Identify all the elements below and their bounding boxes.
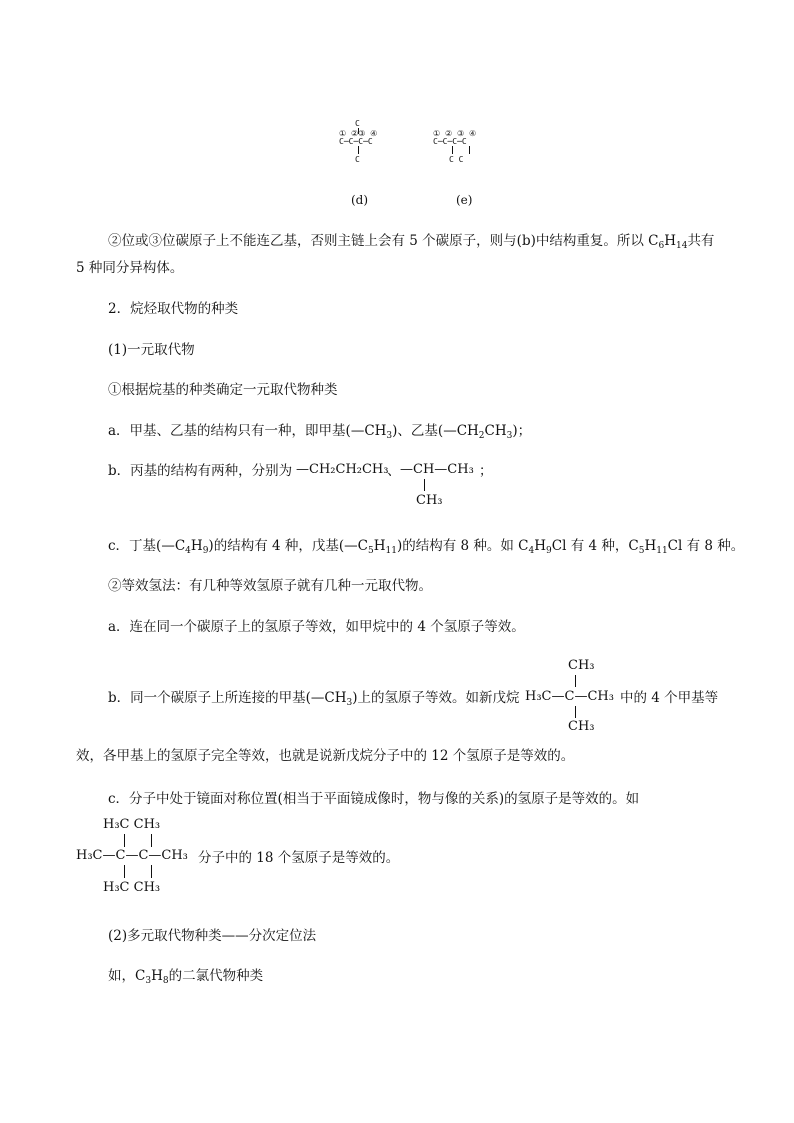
- item-equivalent-hydrogen: ②等效氢法：有几种等效氢原子就有几种一元取代物。: [108, 578, 432, 594]
- item-a-same-carbon: a．连在同一个碳原子上的氢原子等效，如甲烷中的 4 个氢原子等效。: [108, 619, 525, 635]
- item-b-neopentane-line2: 效，各甲基上的氢原子完全等效，也就是说新戊烷分子中的 12 个氢原子是等效的。: [76, 748, 575, 764]
- hexamethyl-bond: [151, 865, 152, 878]
- formula-isopropyl-branch: CH₃: [416, 493, 443, 508]
- hexamethyl-bond: [124, 834, 125, 847]
- diagram-d-main-chain: C─C─C─C: [339, 137, 373, 146]
- paragraph-isomer-line1: ②位或③位碳原子上不能连乙基，否则主链上会有 5 个碳原子，则与(b)中结构重复。所以 $C_6H_{14}$共有: [108, 233, 715, 251]
- item-a-methyl-ethyl: a．甲基、乙基的结构只有一种，即甲基$(—CH_3)$、乙基$(—CH_2CH_3)$；: [108, 423, 532, 441]
- dichloro-propane-line: 如，$C_3H_8$的二氯代物种类: [108, 968, 264, 986]
- item-b-propyl: b．丙基的结构有两种，分别为: [108, 463, 293, 479]
- paragraph-isomer-line2: 5 种同分异构体。: [76, 260, 184, 276]
- neopentane-main-chain: H₃C—C—CH₃: [525, 689, 614, 704]
- item-c-butyl-pentyl: c．丁基$(—C_4H_9)$的结构有 4 种，戊基$(—C_5H_{11})$的结构有 8 种。如 $C_4H_9Cl$ 有 4 种，$C_5H_{11}Cl$ 有 8 种。: [108, 538, 745, 556]
- diagram-e-main-chain: C─C─C─C: [433, 137, 467, 146]
- diagram-d-label: (d): [351, 193, 369, 207]
- diagram-e-bond: [452, 146, 453, 154]
- isopropyl-bond: [424, 479, 425, 491]
- item-b-neopentane-cont: 中的 4 个甲基等: [620, 690, 719, 706]
- separator: 、: [387, 463, 401, 479]
- hexamethyl-top-methyls: H₃C CH₃: [103, 817, 161, 832]
- subsection-heading-1: (1)一元取代物: [108, 342, 195, 358]
- diagram-e-bottom-carbons: C C: [449, 155, 464, 164]
- semicolon: ；: [479, 463, 493, 479]
- diagram-d-top-carbon: C: [355, 119, 360, 128]
- diagram-d-bottom-carbon: C: [355, 155, 360, 164]
- neopentane-top-methyl: CH₃: [568, 658, 595, 673]
- diagram-e-bond: [469, 146, 470, 154]
- hexamethyl-main-chain: H₃C—C—C—CH₃: [76, 848, 188, 863]
- diagram-d-numbers: ① ②③ ④: [339, 129, 378, 138]
- item-c-mirror-symmetry: c．分子中处于镜面对称位置(相当于平面镜成像时，物与像的关系)的氢原子是等效的。如: [108, 791, 640, 807]
- diagram-d-bond: [358, 146, 359, 154]
- formula-isopropyl: —CH—CH₃: [400, 462, 474, 477]
- subsection-heading-2: (2)多元取代物种类——分次定位法: [108, 928, 317, 944]
- hexamethyl-bond: [124, 865, 125, 878]
- item-alkyl-method: ①根据烷基的种类确定一元取代物种类: [108, 382, 338, 398]
- diagram-e-label: (e): [456, 193, 473, 207]
- formula-n-propyl: —CH₂CH₂CH₃: [296, 462, 389, 477]
- item-b-neopentane: b．同一个碳原子上所连接的甲基$(—CH_3)$上的氢原子等效。如新戊烷: [108, 690, 520, 708]
- section-heading-2: 2．烷烃取代物的种类: [108, 301, 239, 317]
- neopentane-bond-bottom: [575, 706, 576, 718]
- neopentane-bottom-methyl: CH₃: [568, 719, 595, 734]
- hexamethyl-bottom-methyls: H₃C CH₃: [103, 880, 161, 895]
- diagram-e-numbers: ① ② ③ ④: [433, 129, 477, 138]
- hexamethyl-bond: [151, 834, 152, 847]
- neopentane-bond-top: [575, 675, 576, 687]
- item-c-mirror-cont: 分子中的 18 个氢原子是等效的。: [198, 850, 400, 866]
